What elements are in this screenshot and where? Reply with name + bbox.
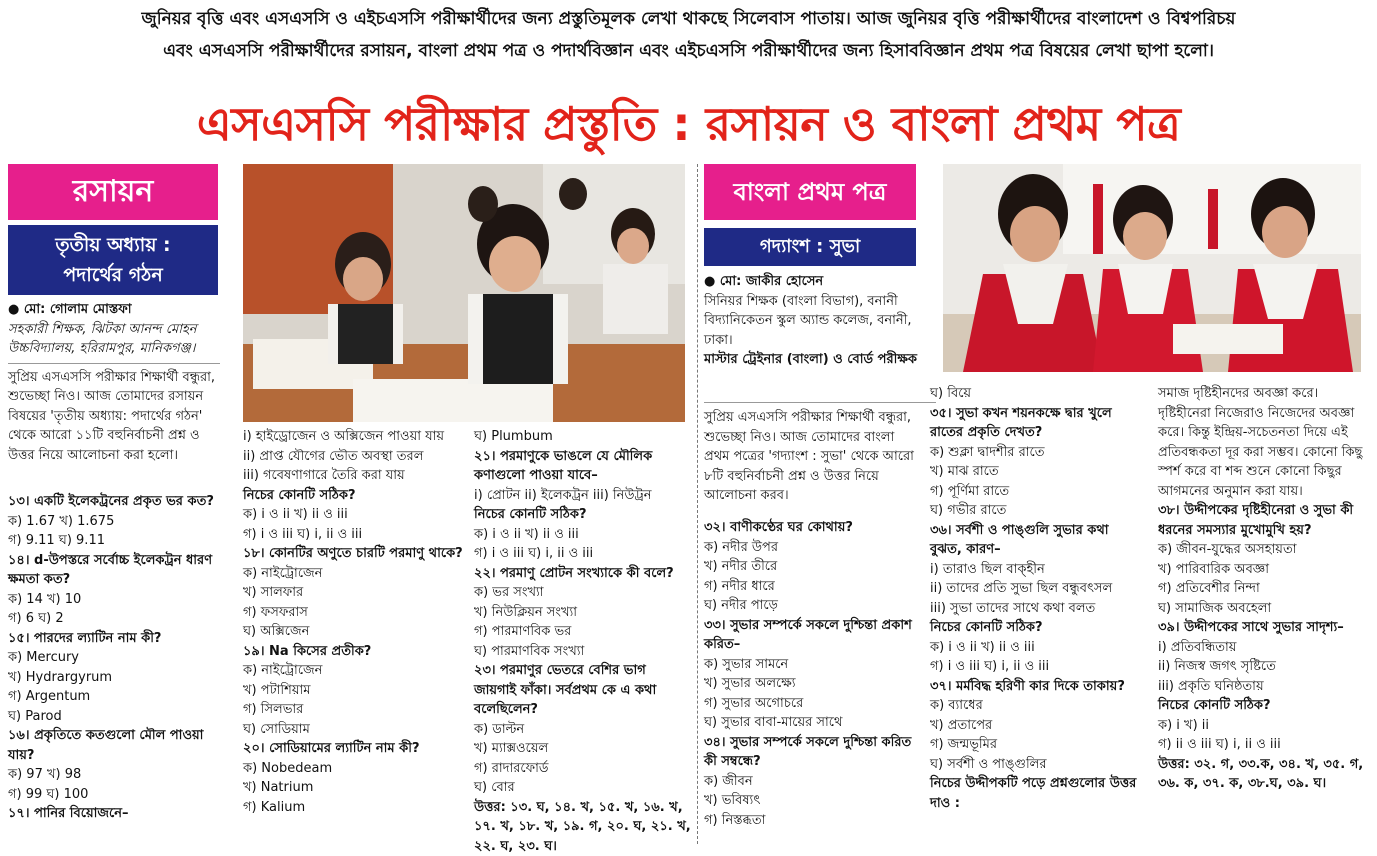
option-text: ক) i ও ii খ) ii ও iii <box>243 505 468 525</box>
option-text: ঘ) বিয়ে <box>930 384 1140 404</box>
option-text: গ) রাদারফোর্ড <box>474 759 692 779</box>
option-text: ক) ডাল্টন <box>474 720 692 740</box>
option-text: খ) সুভার অলক্ষ্যে <box>704 674 918 694</box>
question-text: নিচের কোনটি সঠিক? <box>243 486 468 506</box>
option-text: ঘ) সর্বশী ও পাঙ্গুলির <box>930 755 1140 775</box>
option-text: ক) Mercury <box>8 648 220 668</box>
question-text: নিচের উদ্দীপকটি পড়ে প্রশ্নগুলোর উত্তর দাও : <box>930 774 1140 813</box>
option-text: গ) Argentum <box>8 687 220 707</box>
question-text: ১৬। প্রকৃতিতে কতগুলো মৌল পাওয়া যায়? <box>8 726 220 765</box>
option-text: গ) নদীর ধারে <box>704 577 918 597</box>
intro-line-1: জুনিয়র বৃত্তি এবং এসএসসি ও এইচএসসি পরীক্ষার্থীদের জন্য প্রস্তুতিমূলক লেখা থাকছে সিলেবাস পাতায়। আজ জুনিয়র বৃত্তি পরীক্ষার্থীদের বাংলাদেশ ও বিশ্বপরিচয় <box>0 6 1377 32</box>
option-text: ক) Nobedeam <box>243 759 468 779</box>
option-text: গ) সুভার অগোচরে <box>704 694 918 714</box>
option-text: i) প্রতিবন্ধিতায় <box>1158 638 1368 658</box>
question-text: ১৭। পানির বিয়োজনে– <box>8 804 220 824</box>
option-text: ক) জীবন <box>704 772 918 792</box>
option-text: খ) পটাশিয়াম <box>243 681 468 701</box>
bangla-author-title: সিনিয়র শিক্ষক (বাংলা বিভাগ), বনানী বিদ্যানিকেতন স্কুল অ্যান্ড কলেজ, বনানী, ঢাকা। <box>704 292 918 351</box>
option-text: ক) নাইট্রোজেন <box>243 661 468 681</box>
option-text: খ) সালফার <box>243 583 468 603</box>
question-text: ১৯। Na কিসের প্রতীক? <box>243 642 468 662</box>
option-text: ঘ) পারমাণবিক সংখ্যা <box>474 642 692 662</box>
option-text: গ) 9.11 ঘ) 9.11 <box>8 531 220 551</box>
bangla-author-role: মাস্টার ট্রেইনার (বাংলা) ও বোর্ড পরীক্ষক <box>704 350 918 370</box>
option-text: ক) নদীর উপর <box>704 538 918 558</box>
question-text: উত্তর: ৩২. গ, ৩৩.ক, ৩৪. খ, ৩৫. গ, ৩৬. ক, ৩৭. ক, ৩৮.ঘ, ৩৯. ঘ। <box>1158 755 1368 794</box>
bangla-column-1 <box>704 518 918 844</box>
bangla-column-3 <box>1158 384 1368 844</box>
chemistry-subject-banner: রসায়ন <box>8 164 218 220</box>
question-text: ৩৬। সর্বশী ও পাঙ্গুলি সুভার কথা বুঝত, কারণ– <box>930 521 1140 560</box>
option-text: i) তারাও ছিল বাক্‌হীন <box>930 560 1140 580</box>
option-text: ঘ) গভীর রাতে <box>930 501 1140 521</box>
option-text: খ) Hydrargyrum <box>8 668 220 688</box>
question-text: ৩৯। উদ্দীপকের সাথে সুভার সাদৃশ্য– <box>1158 618 1368 638</box>
option-text: গ) পারমাণবিক ভর <box>474 622 692 642</box>
option-text: গ) সিলভার <box>243 700 468 720</box>
column-divider <box>697 164 698 844</box>
option-text: ক) শুক্লা দ্বাদশীর রাতে <box>930 443 1140 463</box>
chemistry-author-name: ● মো: গোলাম মোস্তফা <box>8 300 220 320</box>
bangla-intro-block <box>704 408 918 520</box>
option-text: খ) ভবিষ্যৎ <box>704 791 918 811</box>
option-text: গ) 99 ঘ) 100 <box>8 785 220 805</box>
option-text: ক) সুভার সামনে <box>704 655 918 675</box>
option-text: খ) Natrium <box>243 778 468 798</box>
option-text: ii) প্রাপ্ত যৌগের ভৌত অবস্থা তরল <box>243 447 468 467</box>
option-text: ঘ) সামাজিক অবহেলা <box>1158 599 1368 619</box>
chemistry-author-block <box>8 300 220 428</box>
option-text: iii) সুভা তাদের সাথে কথা বলত <box>930 599 1140 619</box>
option-text: ক) নাইট্রোজেন <box>243 564 468 584</box>
question-text: ৩৮। উদ্দীপকের দৃষ্টিহীনেরা ও সুভা কী ধরনের সমস্যার মুখোমুখি হয়? <box>1158 501 1368 540</box>
students-reading-image <box>243 164 685 422</box>
option-text: ঘ) Plumbum <box>474 427 692 447</box>
bangla-column-2 <box>930 384 1140 844</box>
option-text: ক) 97 খ) 98 <box>8 765 220 785</box>
bangla-subject-banner: বাংলা প্রথম পত্র <box>704 164 916 220</box>
question-text: ১৩। একটি ইলেকট্রনের প্রকৃত ভর কত? <box>8 492 220 512</box>
students-photo <box>943 164 1361 372</box>
question-text: ৩৭। মর্মবিদ্ধ হরিণী কার দিকে তাকায়? <box>930 677 1140 697</box>
option-text: ক) ব্যাধের <box>930 696 1140 716</box>
question-text: ২২। পরমাণু প্রোটন সংখ্যাকে কী বলে? <box>474 564 692 584</box>
chemistry-author-title: সহকারী শিক্ষক, ঝিটকা আনন্দ মোহন উচ্চবিদ্যালয়, হরিরামপুর, মানিকগঞ্জ। <box>8 320 220 359</box>
option-text: ঘ) সুভার বাবা-মায়ের সাথে <box>704 713 918 733</box>
chemistry-column-2 <box>243 427 468 845</box>
question-text: ২৩। পরমাণুর ভেতরে বেশির ভাগ জায়গাই ফাঁকা। সর্বপ্রথম কে এ কথা বলেছিলেন? <box>474 661 692 720</box>
option-text: গ) i ও iii ঘ) i, ii ও iii <box>243 525 468 545</box>
question-text: ৩৩। সুভার সম্পর্কে সকলে দুশ্চিন্তা প্রকাশ করিত– <box>704 616 918 655</box>
bangla-intro-text: সুপ্রিয় এসএসসি পরীক্ষার শিক্ষার্থী বন্ধুরা, শুভেচ্ছা নিও। আজ তোমাদের বাংলা প্রথম পত্রের 'গদ্যাংশ : সুভা' থেকে আরো ৮টি বহুনির্বাচনী প্রশ্ন ও উত্তর নিয়ে আলোচনা করব। <box>704 408 918 506</box>
chapter-line-1: তৃতীয় অধ্যায় : <box>8 230 218 260</box>
chemistry-column-3 <box>474 427 692 845</box>
question-text: ২০। সোডিয়ামের ল্যাটিন নাম কী? <box>243 739 468 759</box>
option-text: খ) ম্যাক্সওয়েল <box>474 739 692 759</box>
option-text: খ) পারিবারিক অবজ্ঞা <box>1158 560 1368 580</box>
option-text: গ) প্রতিবেশীর নিন্দা <box>1158 579 1368 599</box>
option-text: ii) নিজস্ব জগৎ সৃষ্টিতে <box>1158 657 1368 677</box>
option-text: ঘ) বোর <box>474 778 692 798</box>
option-text: গ) ফসফরাস <box>243 603 468 623</box>
page-headline: এসএসসি পরীক্ষার প্রস্তুতি : রসায়ন ও বাংলা প্রথম পত্র <box>0 92 1377 156</box>
option-text: ক) i খ) ii <box>1158 716 1368 736</box>
option-text: ii) তাদের প্রতি সুভা ছিল বন্ধুবৎসল <box>930 579 1140 599</box>
chapter-line-2: পদার্থের গঠন <box>8 260 218 290</box>
option-text: গ) i ও iii ঘ) i, ii ও iii <box>474 544 692 564</box>
option-text: গ) Kalium <box>243 798 468 818</box>
option-text: গ) জন্মভূমির <box>930 735 1140 755</box>
option-text: ঘ) অক্সিজেন <box>243 622 468 642</box>
question-text: ৩৫। সুভা কখন শয়নকক্ষে দ্বার খুলে রাতের প্রকৃতি দেখত? <box>930 404 1140 443</box>
girls-studying-image <box>943 164 1361 372</box>
option-text: ক) i ও ii খ) ii ও iii <box>474 525 692 545</box>
option-text: ক) 14 খ) 10 <box>8 590 220 610</box>
question-text: নিচের কোনটি সঠিক? <box>1158 696 1368 716</box>
option-text: খ) নদীর তীরে <box>704 557 918 577</box>
option-text: ঘ) সোডিয়াম <box>243 720 468 740</box>
option-text: গ) i ও iii ঘ) i, ii ও iii <box>930 657 1140 677</box>
option-text: ঘ) Parod <box>8 707 220 727</box>
option-text: ঘ) নদীর পাড়ে <box>704 596 918 616</box>
chemistry-column-1 <box>8 492 220 844</box>
question-text: ৩২। বাণীকণ্ঠের ঘর কোথায়? <box>704 518 918 538</box>
question-text: ৩৪। সুভার সম্পর্কে সকলে দুশ্চিন্তা করিত কী সম্বন্ধে? <box>704 733 918 772</box>
bangla-author-block <box>704 272 918 402</box>
option-text: খ) প্রতাপের <box>930 716 1140 736</box>
intro-line-2: এবং এসএসসি পরীক্ষার্থীদের রসায়ন, বাংলা প্রথম পত্র ও পদার্থবিজ্ঞান এবং এইচএসসি পরীক্ষার্থীদের জন্য হিসাববিজ্ঞান প্রথম পত্র বিষয়ের লেখা ছাপা হলো। <box>0 38 1377 64</box>
option-text: গ) ii ও iii ঘ) i, ii ও iii <box>1158 735 1368 755</box>
classroom-photo <box>243 164 685 422</box>
option-text: ক) ভর সংখ্যা <box>474 583 692 603</box>
option-text: গ) পূর্ণিমা রাতে <box>930 482 1140 502</box>
question-text: ১৫। পারদের ল্যাটিন নাম কী? <box>8 629 220 649</box>
option-text: ক) জীবন-যুদ্ধের অসহায়তা <box>1158 540 1368 560</box>
divider <box>704 402 936 403</box>
bangla-author-name: ● মো: জাকীর হোসেন <box>704 272 918 292</box>
option-text: খ) নিউক্লিয়ন সংখ্যা <box>474 603 692 623</box>
question-text: নিচের কোনটি সঠিক? <box>930 618 1140 638</box>
option-text: iii) গবেষণাগারে তৈরি করা যায় <box>243 466 468 486</box>
option-text: সমাজ দৃষ্টিহীনদের অবজ্ঞা করে। দৃষ্টিহীনেরা নিজেরাও নিজেদের অবজ্ঞা করে। কিন্তু ইন্দ্রিয়-সচেতনতা দিয়ে এই প্রতিবন্ধকতা দূর করা সম্ভব। কোনো কিছু স্পর্শ করে বা শব্দ শুনে কোনো কিছুর আগমনের অনুমান করা যায়। <box>1158 384 1368 501</box>
question-text: ২১। পরমাণুকে ভাঙলে যে মৌলিক কণাগুলো পাওয়া যাবে– <box>474 447 692 486</box>
question-text: ১৮। কোনটির অণুতে চারটি পরমাণু থাকে? <box>243 544 468 564</box>
bangla-chapter-banner: গদ্যাংশ : সুভা <box>704 228 916 266</box>
option-text: গ) নিস্তব্ধতা <box>704 811 918 831</box>
option-text: iii) প্রকৃতি ঘনিষ্ঠতায় <box>1158 677 1368 697</box>
option-text: ক) i ও ii খ) ii ও iii <box>930 638 1140 658</box>
option-text: গ) 6 ঘ) 2 <box>8 609 220 629</box>
question-text: নিচের কোনটি সঠিক? <box>474 505 692 525</box>
option-text: খ) মাঝ রাতে <box>930 462 1140 482</box>
chemistry-chapter-banner <box>8 225 218 295</box>
question-text: উত্তর: ১৩. ঘ, ১৪. খ, ১৫. খ, ১৬. খ, ১৭. খ, ১৮. খ, ১৯. গ, ২০. ঘ, ২১. খ, ২২. ঘ, ২৩. ঘ। <box>474 798 692 856</box>
question-text: ১৪। d-উপস্তরে সর্বোচ্চ ইলেকট্রন ধারণ ক্ষমতা কত? <box>8 551 220 590</box>
option-text: i) হাইড্রোজেন ও অক্সিজেন পাওয়া যায় <box>243 427 468 447</box>
option-text: ক) 1.67 খ) 1.675 <box>8 512 220 532</box>
option-text: i) প্রোটন ii) ইলেকট্রন iii) নিউট্রন <box>474 486 692 506</box>
divider <box>8 363 220 364</box>
chemistry-intro-text: সুপ্রিয় এসএসসি পরীক্ষার শিক্ষার্থী বন্ধুরা, শুভেচ্ছা নিও। আজ তোমাদের রসায়ন বিষয়ের 'তৃতীয় অধ্যায়: পদার্থের গঠন' থেকে আরো ১১টি বহুনির্বাচনী প্রশ্ন ও উত্তর নিয়ে আলোচনা করা হলো। <box>8 368 220 466</box>
